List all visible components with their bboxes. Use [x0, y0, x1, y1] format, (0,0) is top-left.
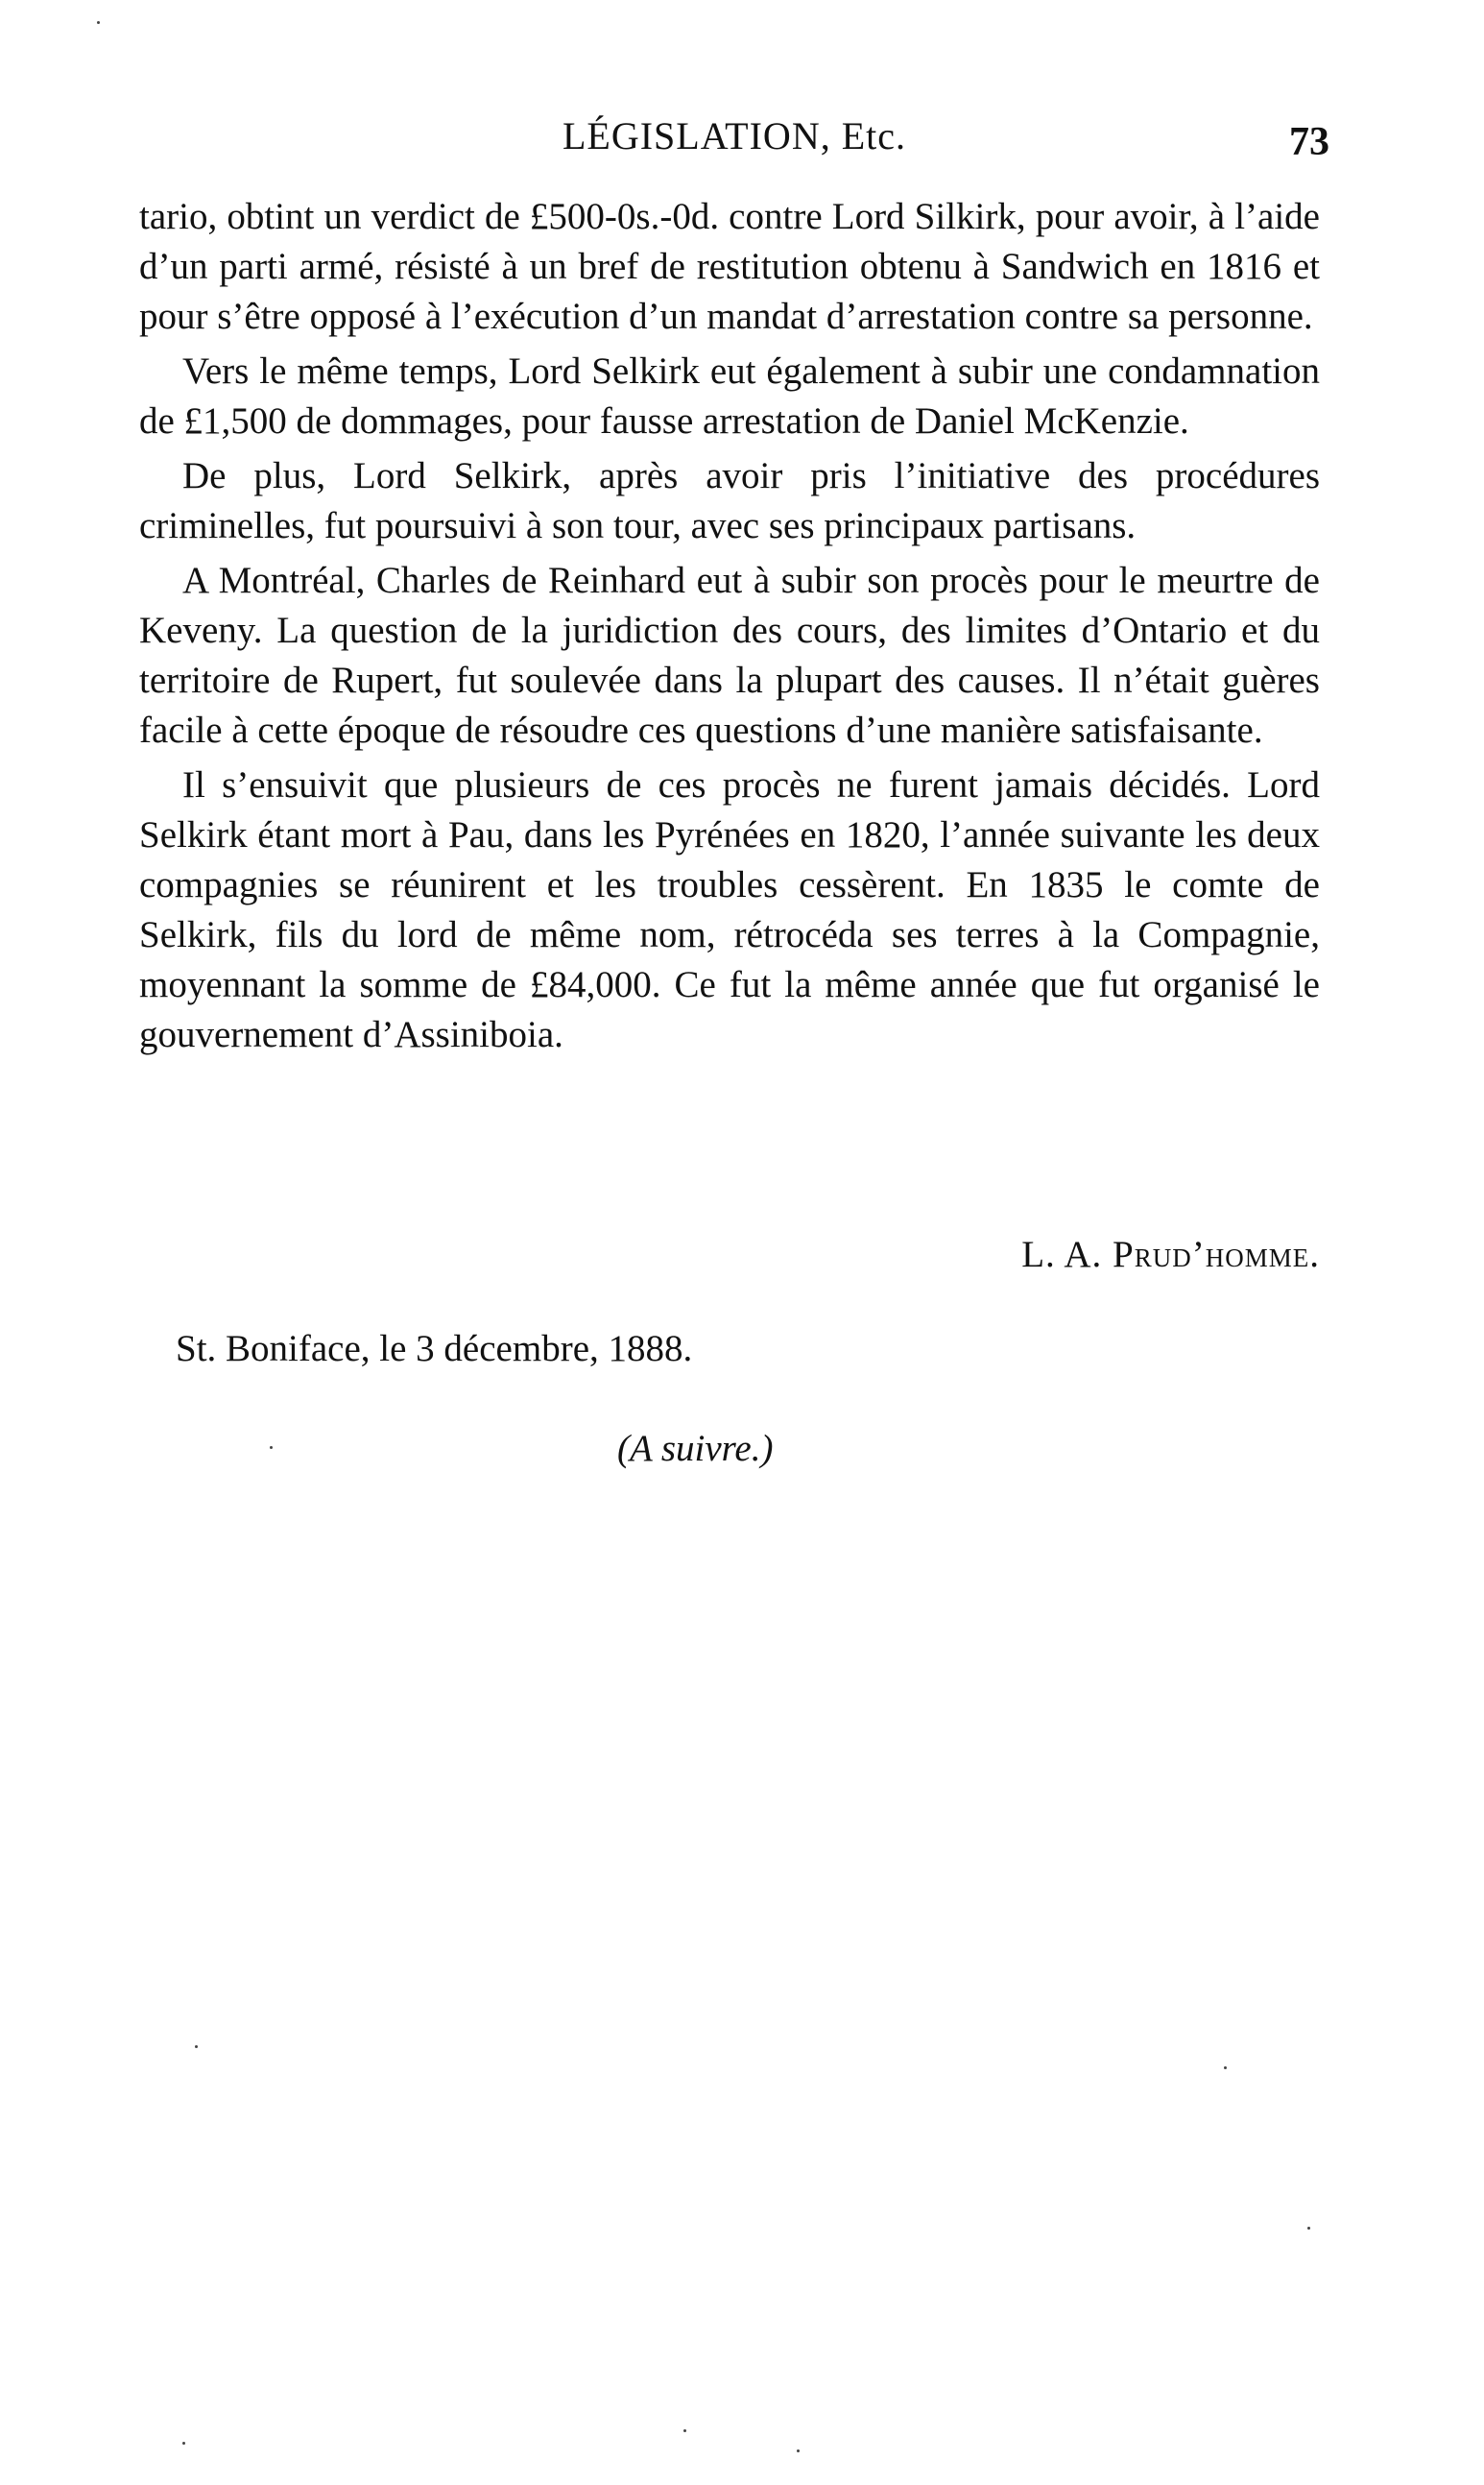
running-head: [139, 113, 1329, 171]
speck: [195, 2045, 198, 2048]
speck: [1224, 2066, 1227, 2069]
author-signature: L. A. Prud’homme.: [1021, 1234, 1320, 1275]
paragraph: De plus, Lord Selkirk, après avoir pris l’initiative des procédures criminelles, fut poursuivi à son tour, avec ses principaux partisans.: [139, 455, 1320, 546]
speck: [270, 1446, 273, 1449]
paragraph: Il s’ensuivit que plusieurs de ces procès ne furent jamais décidés. Lord Selkirk étant mort à Pau, dans les Pyrénées en 1820, l’année suivante les deux compagnies se réunirent et les troubles cessèrent. En 1835 le comte de Selkirk, fils du lord de même nom, rétrocéda ses terres à la Compagnie, moyennant la somme de £84,000. Ce fut la même année que fut organisé le gouvernement d’Assiniboia.: [139, 764, 1320, 1055]
paragraph: A Montréal, Charles de Reinhard eut à subir son procès pour le meurtre de Keveny. La question de la juridiction des cours, des limites d’Ontario et du territoire de Rupert, fut soulevée dans la plupart des causes. Il n’était guères facile à cette époque de résoudre ces questions d’une manière satisfaisante.: [139, 560, 1320, 751]
page-number: 73: [1289, 120, 1329, 164]
speck: [683, 2429, 686, 2432]
paragraph: tario, obtint un verdict de £500-0s.-0d. contre Lord Silkirk, pour avoir, à l’aide d’un parti armé, résisté à un bref de restitution obtenu à Sandwich en 1816 et pour s’être opposé à l’exécution d’un mandat d’arrestation contre sa personne.: [139, 196, 1320, 337]
running-title: LÉGISLATION, Etc.: [562, 114, 907, 157]
speck: [182, 2442, 185, 2445]
speck: [797, 2449, 800, 2452]
body-text: [139, 192, 1320, 1065]
speck: [97, 21, 100, 24]
paragraph: Vers le même temps, Lord Selkirk eut également à subir une condamnation de £1,500 de dommages, pour fausse arrestation de Daniel McKenzie.: [139, 350, 1320, 442]
speck: [1307, 2227, 1310, 2230]
continuation-note: (A suivre.): [617, 1428, 774, 1469]
dateline: St. Boniface, le 3 décembre, 1888.: [176, 1328, 693, 1369]
